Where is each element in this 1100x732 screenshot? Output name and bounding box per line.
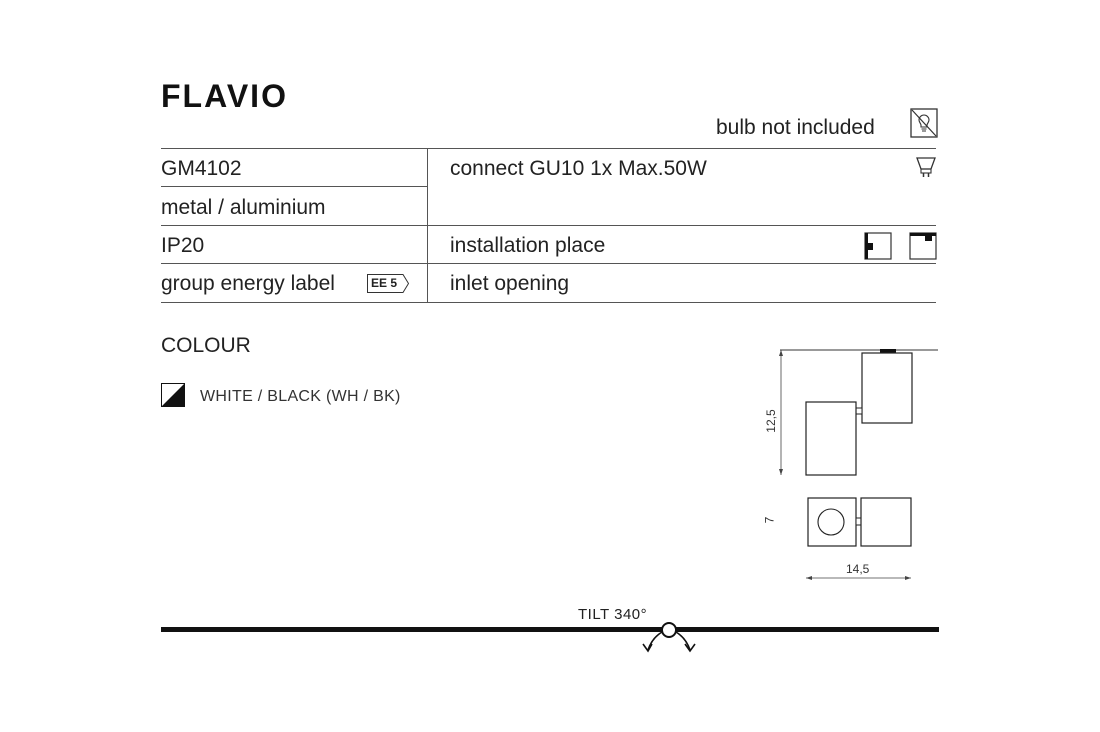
tilt-label: TILT 340° — [578, 606, 648, 623]
energy-class-badge — [367, 274, 409, 293]
colour-swatch-white-black — [161, 383, 185, 407]
table-divider — [161, 225, 936, 226]
table-divider — [161, 263, 936, 264]
table-bottom-border — [161, 302, 936, 303]
no-bulb-icon — [910, 108, 938, 138]
technical-drawing — [760, 340, 950, 590]
wall-mount-icon — [864, 232, 892, 260]
table-top-border — [161, 148, 936, 149]
ip-rating: IP20 — [161, 234, 205, 257]
dimension-width-label: 14,5 — [846, 562, 870, 576]
energy-class-text: EE 5 — [371, 276, 398, 290]
connection-spec: connect GU10 1x Max.50W — [450, 157, 707, 180]
product-title: FLAVIO — [161, 78, 288, 114]
dimension-depth-label — [762, 513, 782, 529]
installation-place: installation place — [450, 234, 606, 257]
tilt-baseline — [161, 627, 939, 632]
dimension-depth-value: 7 — [762, 516, 777, 524]
inlet-opening: inlet opening — [450, 272, 570, 295]
dimension-height-value: 12,5 — [764, 409, 778, 433]
tilt-arrows-icon — [638, 618, 698, 658]
material: metal / aluminium — [161, 196, 326, 219]
table-divider — [161, 186, 427, 187]
bulb-note: bulb not included — [716, 116, 875, 139]
colour-option: WHITE / BLACK (WH / BK) — [200, 388, 401, 405]
dimension-height-label — [760, 408, 784, 438]
colour-heading: COLOUR — [161, 334, 251, 357]
ceiling-mount-icon — [909, 232, 937, 260]
table-column-divider — [427, 148, 428, 302]
product-code: GM4102 — [161, 157, 242, 180]
gu10-bulb-icon — [916, 156, 936, 178]
energy-label-text: group energy label — [161, 272, 335, 295]
